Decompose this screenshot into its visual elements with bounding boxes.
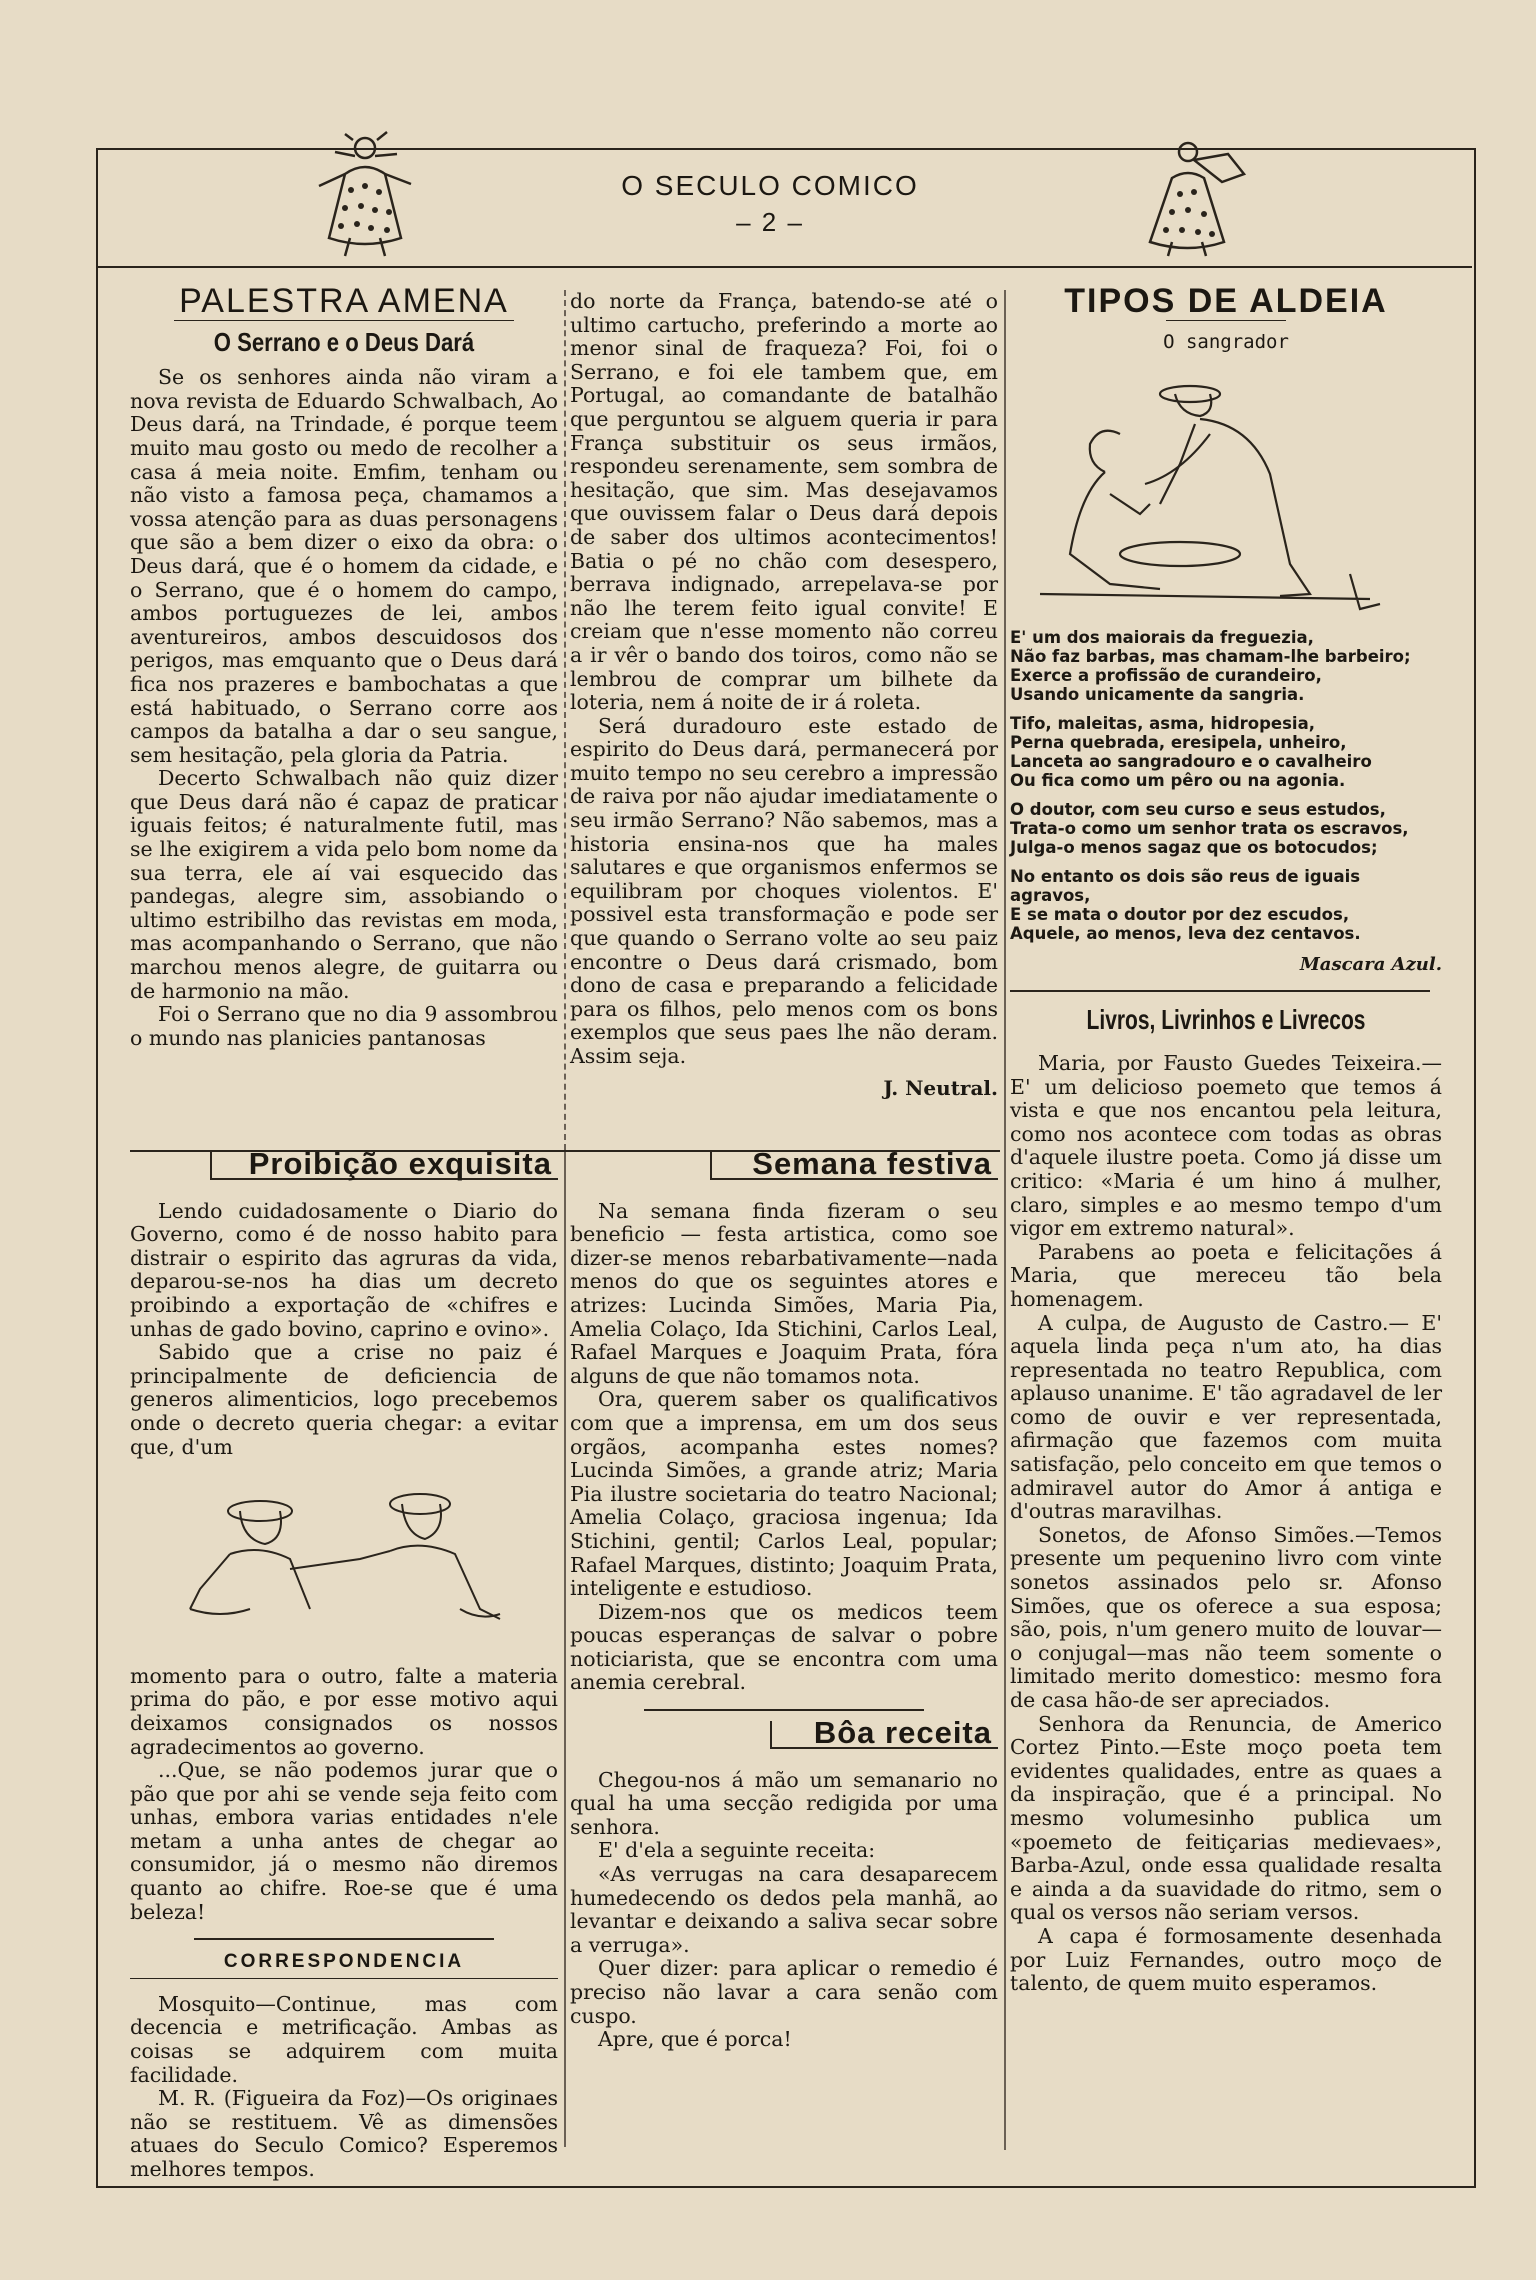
livros-paragraph: Parabens ao poeta e felicitações á Maria, que mereceu tão bela homenagem.	[1010, 1239, 1442, 1311]
sangrador-illustration	[1010, 364, 1442, 614]
masthead	[560, 168, 980, 240]
semana-column	[570, 1146, 998, 2052]
semana-end-rule	[644, 1709, 924, 1711]
poem-stanza	[1010, 867, 1442, 943]
palestra-paragraph: Será duradouro este estado de espirito do Deus dará, permanecerá por muito tempo no seu cerebro a impressão de raiva por não ajudar imediatamente o seu irmão Serrano? Não sabemos, mas a historia ensina-nos que ha males salutares e que organismos enfermos se equilibram por choques violentos. E' possivel esta transformação e pode ser que quando o Serrano volte ao seu paiz encontre o Deus dará crismado, bom dono de casa e preparando a felicidade para os filhos, pelo menos com os bons exemplos que seus paes lhe não deram. Assim seja.	[570, 713, 998, 1068]
page-number: – 2 –	[736, 207, 804, 237]
tipos-poem	[1010, 628, 1442, 943]
poem-line: E se mata o doutor por dez escudos,	[1010, 904, 1350, 924]
proibicao-illustration	[130, 1459, 558, 1659]
poem-line: Exerce a profissão de curandeiro,	[1010, 665, 1322, 685]
poem-line: No entanto os dois são reus de iguais agravos,	[1010, 866, 1361, 905]
palestra-paragraph: Se os senhores ainda não viram a nova revista de Eduardo Schwalbach, Ao Deus dará, na Trindade, é porque teem muito mau gosto ou medo de recolher a casa á meia noite. Emfim, tenham ou não visto a famosa peça, chamamos a vossa atenção para as duas personagens que são a bem dizer o eixo da obra: o Deus dará, que é o homem da cidade, e o Serrano, que é o homem do campo, ambos portuguezes de lei, ambos aventureiros, ambos descuidosos dos perigos, mas emquanto que o Deus dará fica nos prazeres e bambochatas a que está habituado, o Serrano corre aos campos da batalha a dar o seu sangue, sem hesitação, pela gloria da Patria.	[130, 365, 558, 767]
poem-line: Não faz barbas, mas chamam-lhe barbeiro;	[1010, 646, 1411, 666]
palestra-column	[130, 282, 558, 1050]
masthead-right-figure	[1132, 138, 1252, 258]
semana-paragraph: Dizem-nos que os medicos teem poucas esperanças de salvar o pobre noticiarista, que se encontra com uma anemia cerebral.	[570, 1599, 998, 1695]
header-rule	[96, 266, 1472, 268]
livros-title: Livros, Livrinhos e Livrecos	[1086, 1004, 1366, 1036]
poem-line: Trata-o como um senhor trata os escravos,	[1010, 818, 1409, 838]
tipos-signature: Mascara Azul.	[1299, 953, 1442, 975]
livros-paragraph: A capa é formosamente desenhada por Luiz Fernandes, outro moço de talento, de quem muito esperamos.	[1010, 1923, 1442, 1996]
semana-title: Semana festiva	[710, 1152, 998, 1180]
poem-line: Ou fica como um pêro ou na agonia.	[1010, 770, 1346, 790]
poem-line: Perna quebrada, eresipela, unheiro,	[1010, 732, 1347, 752]
palestra-paragraph: Decerto Schwalbach não quiz dizer que Deus dará não é capaz de praticar iguais feitos; é naturalmente futil, mas se lhe exigirem a vida pelo bom nome da sua terra, ele aí vai esquecido das pandegas, alegre sim, assobiando o ultimo estribilho das revistas em moda, mas acompanhando o Serrano, que não marchou menos alegre, de guitarra ou de harmonio na mão.	[130, 766, 558, 1003]
poem-line: Julga-o menos sagaz que os botocudos;	[1010, 837, 1378, 857]
column-separator	[564, 290, 566, 1150]
palestra-paragraph: Foi o Serrano que no dia 9 assombrou o mundo nas planicies pantanosas	[130, 1002, 558, 1050]
palestra-signature: J. Neutral.	[883, 1075, 998, 1100]
correspondencia-paragraph: Mosquito—Continue, mas com decencia e metrificação. Ambas as coisas se adquirem com muita facilidade.	[130, 1991, 558, 2087]
semana-paragraph: Ora, querem saber os qualificativos com que a imprensa, em um dos seus orgãos, acompanha estes nomes? Lucinda Simões, a grande atriz; Maria Pia ilustre societaria do teatro Nacional; Amelia Colaço, graciosa ingenua; Ida Stichini, gentil; Carlos Leal, popular; Rafael Marques, distinto; Joaquim Prata, inteligente e estudioso.	[570, 1387, 998, 1601]
receita-paragraph: Apre, que é porca!	[598, 2027, 792, 2052]
poem-line: Usando unicamente da sangria.	[1010, 684, 1305, 704]
column-separator	[564, 1152, 566, 2147]
poem-line: Lanceta ao sangradouro e o cavalheiro	[1010, 751, 1372, 771]
palestra-subtitle: O Serrano e o Deus Dará	[213, 326, 475, 357]
poem-line: O doutor, com seu curso e seus estudos,	[1010, 799, 1386, 819]
poem-line: Tifo, maleitas, asma, hidropesia,	[1010, 713, 1315, 733]
proibicao-paragraph: Sabido que a crise no paiz é principalmente de deficiencia de generos alimenticios, logo precebemos onde o decreto queria chegar: a evitar que, d'um	[130, 1340, 558, 1459]
poem-stanza	[1010, 800, 1442, 857]
tipos-column	[1010, 282, 1442, 1996]
correspondencia-title: CORRESPONDENCIA	[130, 1950, 558, 1979]
palestra-title: PALESTRA AMENA	[179, 282, 509, 320]
poem-stanza	[1010, 628, 1442, 704]
poem-line: E' um dos maiorais da freguezia,	[1010, 627, 1314, 647]
proibicao-paragraph: ...Que, se não podemos jurar que o pão que por ahi se vende seja feito com unhas, embora varias entidades n'ele metam a unha antes de chegar ao consumidor, já o mesmo não diremos quanto ao chifre. Roe-se que é uma beleza!	[130, 1758, 558, 1924]
tipos-title: TIPOS DE ALDEIA	[1064, 282, 1388, 320]
livros-paragraph: Sonetos, de Afonso Simões.—Temos presente um pequenino livro com vinte sonetos assinados pelo sr. Afonso Simões, que os oferece a sua esposa; são, pois, n'um genero muito de louvar—o conjugal—mas não teem somente o limitado merito domestico: mesmo fora de casa hão-de ser apreciados.	[1010, 1522, 1442, 1712]
proibicao-paragraph: Lendo cuidadosamente o Diario do Governo, como é de nosso habito para distrair o espirito das agruras da vida, deparou-se-nos ha dias um decreto proibindo a exportação de «chifres e unhas de gado bovino, caprino e ovino».	[130, 1198, 558, 1341]
correspondencia-paragraph: M. R. (Figueira da Foz)—Os originaes não se restituem. Vê as dimensões atuaes do Seculo Comico? Esperemos melhores tempos.	[130, 2086, 558, 2181]
poem-line: Aquele, ao menos, leva dez centavos.	[1010, 923, 1361, 943]
poem-stanza	[1010, 714, 1442, 790]
receita-paragraph: Quer dizer: para aplicar o remedio é preciso não lavar a cara senão com cuspo.	[570, 1956, 998, 2028]
livros-paragraph: A culpa, de Augusto de Castro.— E' aquela linda peça n'um ato, ha dias representada no teatro Republica, com aplauso unanime. E' tão agradavel de ler como de ouvir e ver representada, afirmação que fazemos com muita satisfação, pelo conceito em que temos o admiravel autor do Amor á antiga e d'outras maravilhas.	[1010, 1310, 1442, 1524]
receita-paragraph: E' d'ela a seguinte receita:	[598, 1838, 876, 1863]
receita-paragraph: «As verrugas na cara desaparecem humedecendo os dedos pela manhã, ao levantar e deixando a saliva secar sobre a verruga».	[570, 1862, 998, 1957]
proibicao-paragraph: momento para o outro, falte a materia prima do pão, e por esse motivo aqui deixamos consignados os nossos agradecimentos ao governo.	[130, 1663, 558, 1759]
receita-title: Bôa receita	[770, 1721, 998, 1749]
livros-paragraph: Maria, por Fausto Guedes Teixeira.—E' um delicioso poemeto que temos á vista e que nos encantou pela leitura, como nos acontece com todas as obras d'aquele ilustre poeta. Como já disse um critico: «Maria é um hino á mulher, claro, simples e ao mesmo tempo d'um vigor em extremo natural».	[1010, 1050, 1442, 1241]
palestra-continuation	[570, 290, 998, 1100]
proibicao-column	[130, 1146, 558, 2182]
semana-paragraph: Na semana finda fizeram o seu beneficio — festa artistica, como soe dizer-se menos rebarbativamente—nada menos do que os seguintes atores e atrizes: Lucinda Simões, Maria Pia, Amelia Colaço, Ida Stichini, Carlos Leal, Rafael Marques e Joaquim Prata, fóra alguns de que não tomamos nota.	[570, 1198, 998, 1388]
tipos-end-rule	[1010, 990, 1430, 992]
column-separator	[1004, 290, 1006, 2150]
proibicao-end-rule	[194, 1938, 494, 1940]
proibicao-title: Proibição exquisita	[210, 1152, 558, 1180]
masthead-left-figure	[305, 126, 425, 261]
receita-paragraph: Chegou-nos á mão um semanario no qual ha uma secção redigida por uma senhora.	[570, 1767, 998, 1839]
livros-paragraph: Senhora da Renuncia, de Americo Cortez Pinto.—Este moço poeta tem evidentes qualidades, entre as quaes a da inspiração, que é a principal. No mesmo volumesinho publica um «poemeto de feitiçarias medievaes», Barba-Azul, onde essa qualidade resalta e ainda a da suavidade do ritmo, sem o qual os versos não seriam versos.	[1010, 1711, 1442, 1925]
palestra-paragraph: do norte da França, batendo-se até o ultimo cartucho, preferindo a morte ao menor sinal de fraqueza? Foi, foi o Serrano, e foi ele tambem que, em Portugal, ao comandante de batalhão que perguntou se alguem queria ir para França substituir os seus irmãos, respondeu serenamente, sem sombra de hesitação, que sim. Mas desejavamos que ouvissem falar o Deus dará depois de saber dos ultimos acontecimentos! Batia o pé no chão com desespero, berrava indignado, arrepelava-se por não lhe terem feito igual convite! E creiam que n'esse momento não correu a ir vêr o bando dos toiros, como não se lembrou de comprar um bilhete da loteria, nem á noite de ir á roleta.	[570, 289, 998, 715]
newspaper-title: O SECULO COMICO	[621, 170, 919, 201]
tipos-subtitle: O sangrador	[1163, 330, 1289, 353]
